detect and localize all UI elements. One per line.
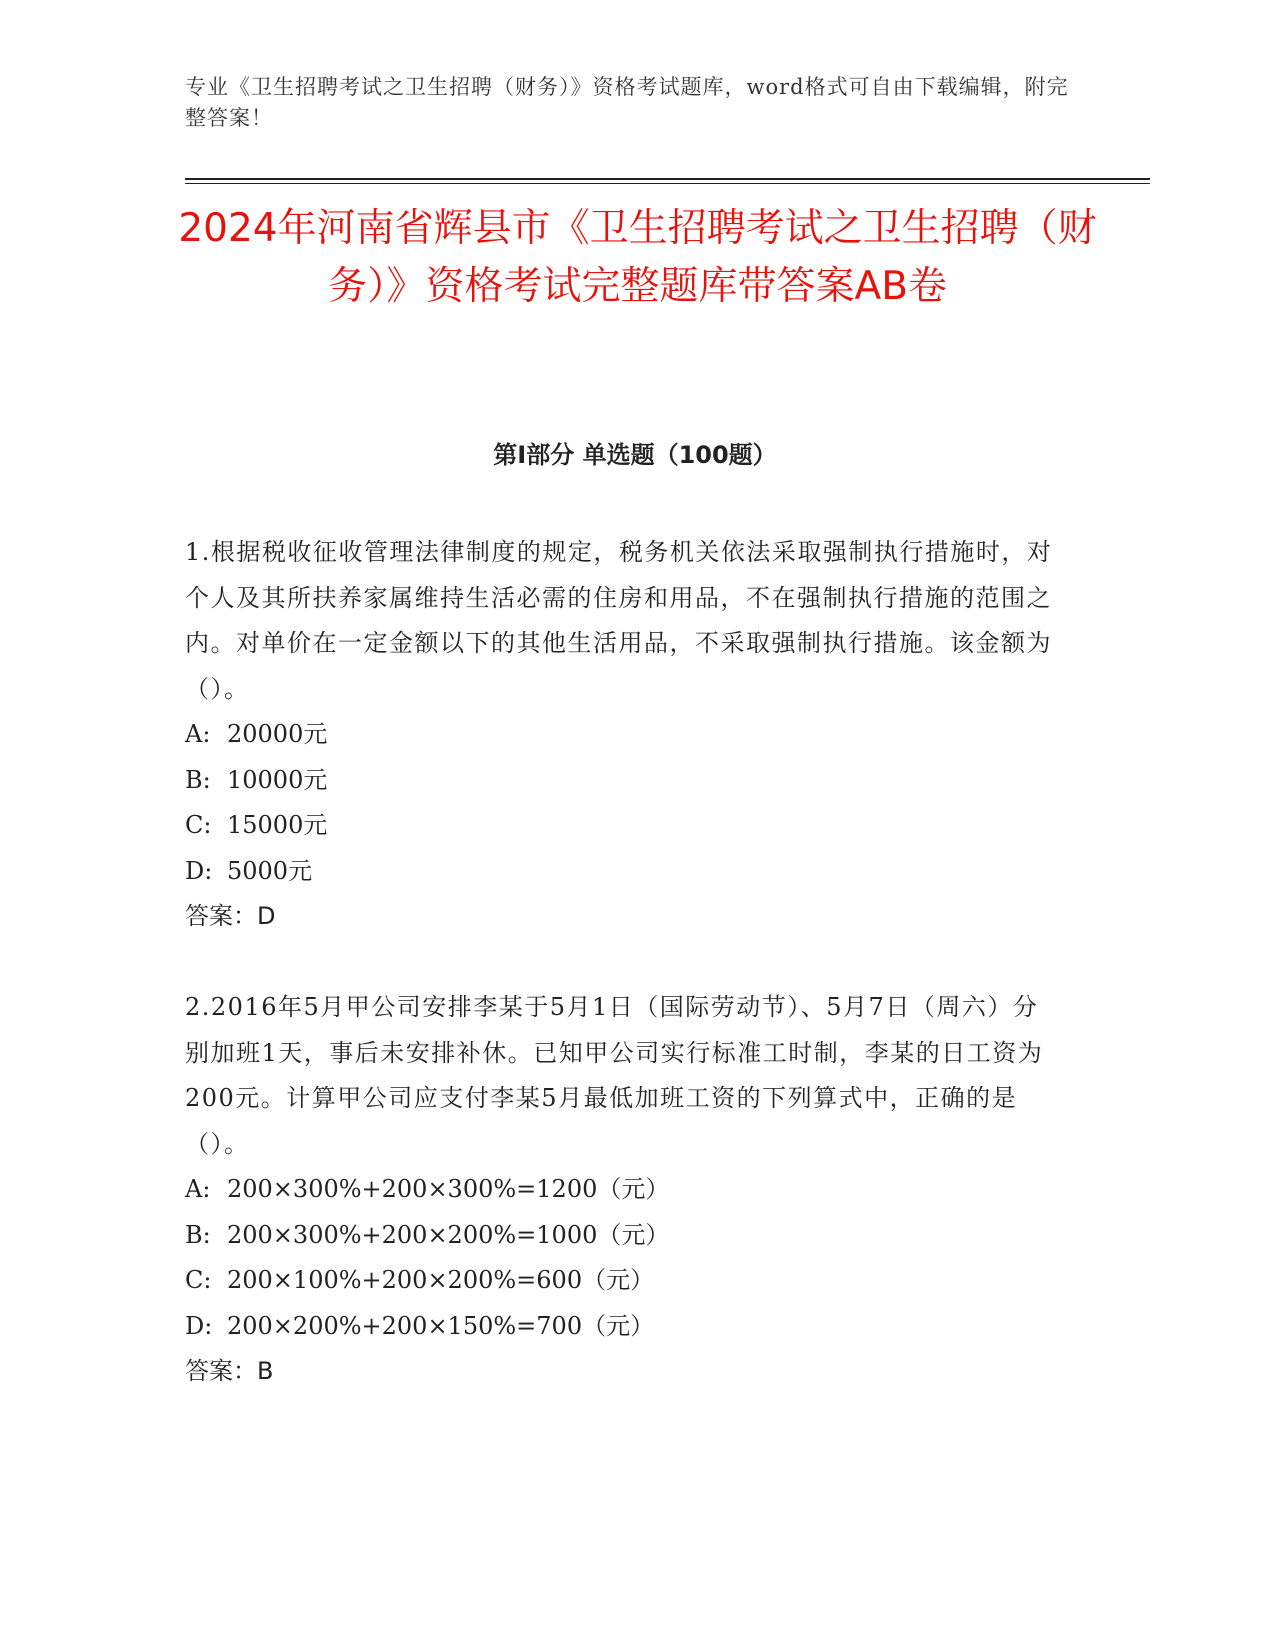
answer-line: 答案：B <box>185 1357 274 1385</box>
option-text: 10000元 <box>227 765 328 794</box>
answer-line: 答案：D <box>185 902 276 930</box>
header-divider-thin <box>185 183 1150 184</box>
option-b <box>185 758 1055 804</box>
option-text: 5000元 <box>227 856 313 885</box>
option-key: B: <box>185 765 211 794</box>
header-divider-thick <box>185 178 1150 180</box>
option-text: 15000元 <box>227 811 328 839</box>
question-stem: 2.2016年5月甲公司安排李某于5月1日（国际劳动节）、5月7日（周六）分别加班1天，事后未安排补休。已知甲公司实行标准工时制，李某的日工资为200元。计算甲公司应支付李某5月最低加班工资的下列算式中，正确的是（）。 <box>185 993 1044 1158</box>
section-title: 第I部分 单选题（100题） <box>493 441 777 469</box>
option-d <box>185 849 1055 895</box>
option-list <box>185 1167 1055 1349</box>
option-text: 200×100%+200×200%=600（元） <box>227 1266 655 1294</box>
question-1 <box>185 530 1055 940</box>
option-text: 200×200%+200×150%=700（元） <box>227 1311 655 1340</box>
option-c <box>185 1258 1055 1304</box>
option-key: C: <box>185 811 212 839</box>
question-2 <box>185 985 1055 1395</box>
option-key: D: <box>185 1311 213 1340</box>
option-key: A: <box>185 720 211 748</box>
option-a <box>185 1167 1055 1213</box>
option-d <box>185 1304 1055 1350</box>
option-list <box>185 712 1055 894</box>
option-key: B: <box>185 1220 211 1249</box>
option-text: 200×300%+200×300%=1200（元） <box>227 1175 670 1203</box>
option-a <box>185 712 1055 758</box>
option-text: 20000元 <box>227 720 328 748</box>
header-note: 专业《卫生招聘考试之卫生招聘（财务）》资格考试题库，word格式可自由下载编辑，附完整答案！ <box>185 75 1069 130</box>
option-key: D: <box>185 856 213 885</box>
question-stem: 1.根据税收征收管理法律制度的规定，税务机关依法采取强制执行措施时，对个人及其所扶养家属维持生活必需的住房和用品，不在强制执行措施的范围之内。对单价在一定金额以下的其他生活用品，不采取强制执行措施。该金额为（）。 <box>185 538 1053 703</box>
option-key: A: <box>185 1175 211 1203</box>
option-b <box>185 1213 1055 1259</box>
document-title: 2024年河南省辉县市《卫生招聘考试之卫生招聘（财务）》资格考试完整题库带答案AB卷 <box>178 206 1097 309</box>
option-c <box>185 803 1055 849</box>
option-key: C: <box>185 1266 212 1294</box>
option-text: 200×300%+200×200%=1000（元） <box>227 1220 670 1249</box>
